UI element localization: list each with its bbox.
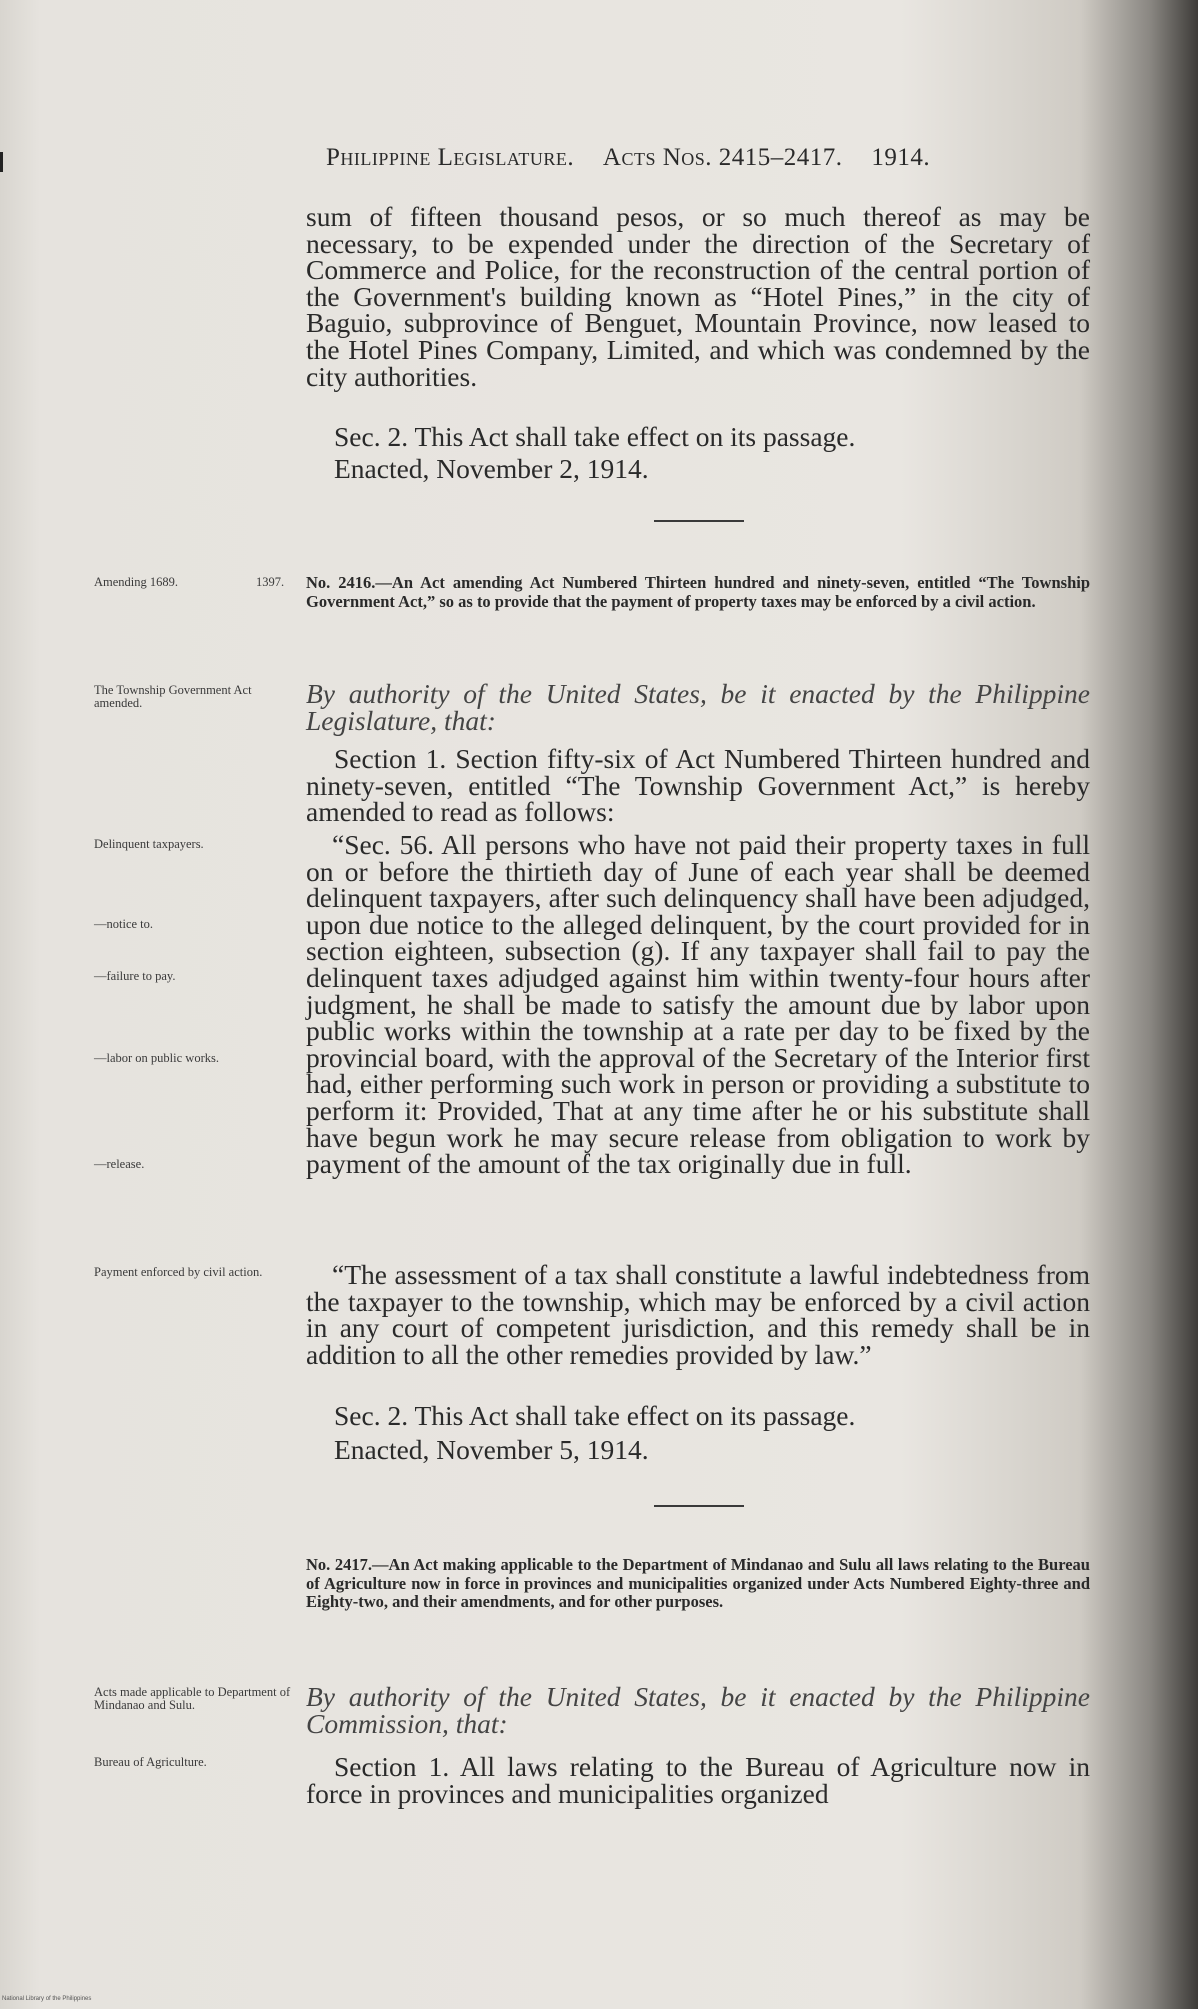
header-legislature: Philippine Legislature. bbox=[326, 144, 575, 171]
margin-note-labor: —labor on public works. bbox=[94, 1051, 219, 1065]
margin-note-amending-ref: 1397. bbox=[256, 575, 285, 589]
act2416-enacting-clause: By authority of the United States, be it enacted by the Philippine Legislature, that: bbox=[306, 678, 1090, 736]
margin-note-bureau: Bureau of Agriculture. bbox=[94, 1755, 207, 1769]
margin-note-acts-made: Acts made applicable to Department of Mindanao and Sulu. bbox=[94, 1685, 291, 1712]
margin-note-amending: Amending 1689. bbox=[94, 575, 179, 589]
act2416-number: No. 2416. bbox=[306, 573, 376, 592]
act2415-enacted: Enacted, November 2, 1914. bbox=[334, 453, 649, 484]
act2416-enacted: Enacted, November 5, 1914. bbox=[334, 1434, 649, 1465]
act2417-enacting-clause: By authority of the United States, be it enacted by the Philippine Commission, that: bbox=[306, 1681, 1090, 1739]
page-edge-mark bbox=[0, 152, 3, 172]
header-acts: Acts Nos. 2415–2417. bbox=[602, 144, 843, 171]
margin-note-release: —release. bbox=[94, 1157, 145, 1171]
act2416-sec56: “Sec. 56. All persons who have not paid their property taxes in full on or before the thirtieth day of June of each year shall be deemed delinquent taxpayers, after such delinquency shall have been adjudged, upon due notice to the alleged delinquent, by the court provided for in section eighteen, subsection (g). If any taxpayer shall fail to pay the delinquent taxes adjudged against him within twenty-four hours after judgment, he shall be made to satisfy the amount due by labor upon public works within the township at a rate per day to be fixed by the provincial board, with the approval of the Secretary of the Interior first had, either performing such work in person or providing a substitute to perform it: Provided, That at any time after he or his substitute shall have begun work he may secure release from obligation to work by payment of the amount of the tax originally due in full. bbox=[306, 829, 1090, 1180]
margin-note-payment: Payment enforced by civil action. bbox=[94, 1265, 263, 1279]
act2417-number: No. 2417. bbox=[306, 1555, 373, 1574]
act2415-sec2: Sec. 2. This Act shall take effect on its passage. bbox=[334, 421, 856, 452]
margin-note-township: The Township Government Act amended. bbox=[94, 683, 252, 710]
act2417-section1: Section 1. All laws relating to the Bureau of Agriculture now in force in provinces and municipalities organized bbox=[306, 1751, 1090, 1809]
margin-note-delinquent: Delinquent taxpayers. bbox=[94, 837, 204, 851]
header-year: 1914. bbox=[871, 144, 931, 171]
act2416-title bbox=[306, 574, 1090, 611]
footer-credit: National Library of the Philippines bbox=[2, 1996, 92, 2002]
section-divider bbox=[654, 520, 744, 522]
margin-note-failure: —failure to pay. bbox=[94, 969, 176, 983]
running-header bbox=[326, 144, 1076, 172]
section-divider-2 bbox=[654, 1505, 744, 1507]
act2415-continuation: sum of fifteen thousand pesos, or so much thereof as may be necessary, to be expended under the direction of the Secretary of Commerce and Police, for the reconstruction of the central portion of the Government's building known as “Hotel Pines,” in the city of Baguio, subprovince of Benguet, Mountain Province, now leased to the Hotel Pines Company, Limited, and which was condemned by the city authorities. bbox=[306, 201, 1090, 392]
act2416-section1-intro: Section 1. Section fifty-six of Act Numbered Thirteen hundred and ninety-seven, entitled “The Township Government Act,” is hereby amended to read as follows: bbox=[306, 743, 1090, 828]
act2417-title bbox=[306, 1556, 1090, 1612]
margin-note-notice: —notice to. bbox=[94, 917, 154, 931]
act2416-title-text: —An Act amending Act Numbered Thirteen hundred and ninety-seven, entitled “The Township Government Act,” so as to provide that the payment of property taxes may be enforced by a civil action. bbox=[306, 573, 1091, 611]
act2416-sec2: Sec. 2. This Act shall take effect on its passage. bbox=[334, 1400, 856, 1431]
act2416-assessment: “The assessment of a tax shall constitute a lawful indebtedness from the taxpayer to the township, which may be enforced by a civil action in any court of competent jurisdiction, and this remedy shall be in addition to all the other remedies provided by law.” bbox=[306, 1259, 1090, 1370]
act2417-title-text: —An Act making applicable to the Department of Mindanao and Sulu all laws relating to the Bureau of Agriculture now in force in provinces and municipalities organized under Acts Numbered Eighty-three and Eighty-two, and their amendments, and for other purposes. bbox=[306, 1555, 1090, 1612]
